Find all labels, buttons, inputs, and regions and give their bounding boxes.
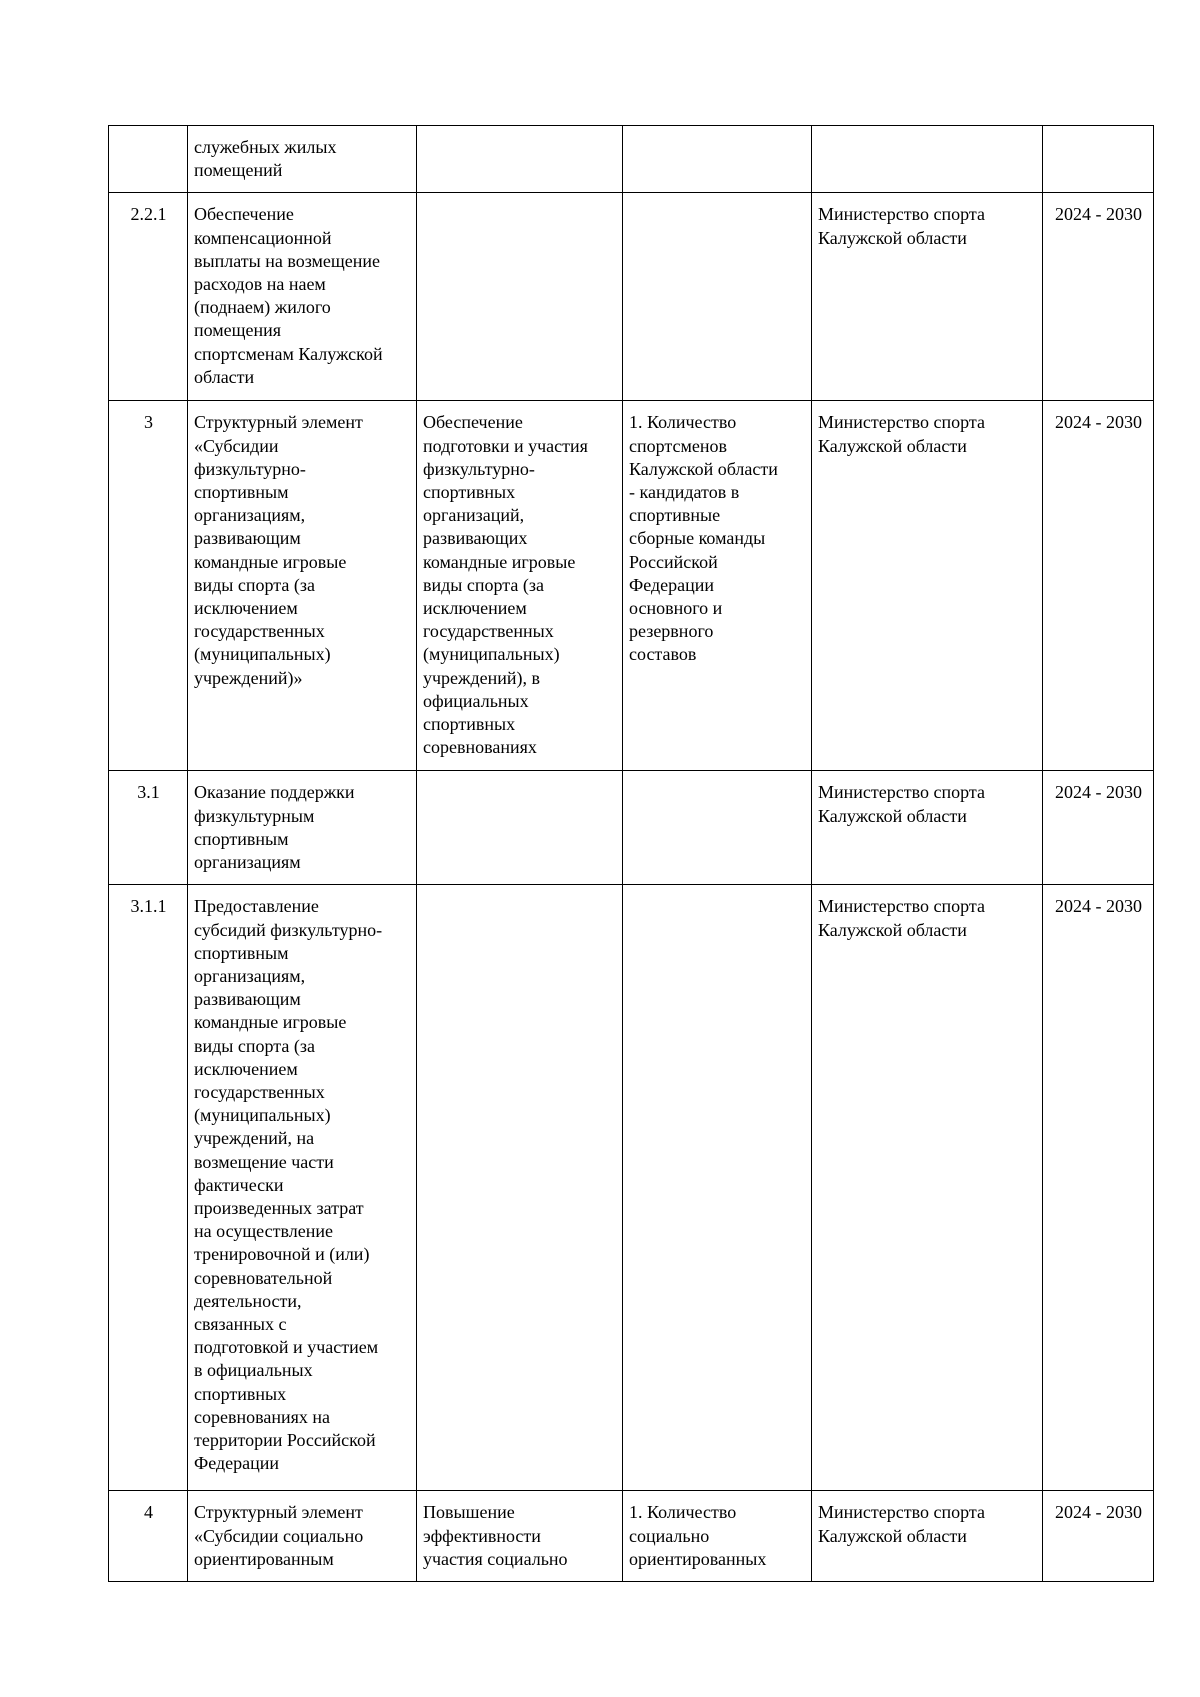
indicator-cell [623, 126, 812, 193]
element-name-cell: Структурный элемент «Субсидии социально ориентированным [188, 1491, 417, 1582]
table-row [109, 126, 1154, 193]
row-number: 3 [109, 401, 188, 771]
responsible-cell: Министерство спорта Калужской области [812, 1491, 1043, 1582]
table-row [109, 771, 1154, 885]
task-cell [417, 126, 623, 193]
responsible-cell [812, 126, 1043, 193]
task-cell: Повышение эффективности участия социально [417, 1491, 623, 1582]
row-number: 2.2.1 [109, 193, 188, 401]
element-name-cell: Предоставление субсидий физкультурно- спортивным организациям, развивающим командные игровые виды спорта (за исключением государственных (муниципальных) учреждений, на возмещение части фактически произведенных затрат на осуществление тренировочной и (или) соревновательной деятельности, связанных с подготовкой и участием в официальных спортивных соревнованиях на территории Российской Федерации [188, 885, 417, 1491]
table-row [109, 401, 1154, 771]
table-row [109, 1491, 1154, 1582]
program-table [108, 125, 1154, 1582]
indicator-cell [623, 193, 812, 401]
element-name-cell: Оказание поддержки физкультурным спортивным организациям [188, 771, 417, 885]
indicator-cell: 1. Количество социально ориентированных [623, 1491, 812, 1582]
term-cell: 2024 - 2030 [1043, 193, 1154, 401]
indicator-cell [623, 885, 812, 1491]
element-name-cell: служебных жилых помещений [188, 126, 417, 193]
row-number: 4 [109, 1491, 188, 1582]
row-number [109, 126, 188, 193]
task-cell [417, 193, 623, 401]
task-cell: Обеспечение подготовки и участия физкультурно- спортивных организаций, развивающих командные игровые виды спорта (за исключением государственных (муниципальных) учреждений), в официальных спортивных соревнованиях [417, 401, 623, 771]
responsible-cell: Министерство спорта Калужской области [812, 401, 1043, 771]
row-number: 3.1 [109, 771, 188, 885]
term-cell: 2024 - 2030 [1043, 401, 1154, 771]
responsible-cell: Министерство спорта Калужской области [812, 771, 1043, 885]
term-cell: 2024 - 2030 [1043, 1491, 1154, 1582]
responsible-cell: Министерство спорта Калужской области [812, 885, 1043, 1491]
element-name-cell: Обеспечение компенсационной выплаты на возмещение расходов на наем (поднаем) жилого помещения спортсменам Калужской области [188, 193, 417, 401]
indicator-cell [623, 771, 812, 885]
task-cell [417, 771, 623, 885]
task-cell [417, 885, 623, 1491]
table-row [109, 885, 1154, 1491]
element-name-cell: Структурный элемент «Субсидии физкультурно- спортивным организациям, развивающим командные игровые виды спорта (за исключением государственных (муниципальных) учреждений)» [188, 401, 417, 771]
term-cell: 2024 - 2030 [1043, 771, 1154, 885]
term-cell [1043, 126, 1154, 193]
responsible-cell: Министерство спорта Калужской области [812, 193, 1043, 401]
term-cell: 2024 - 2030 [1043, 885, 1154, 1491]
table-row [109, 193, 1154, 401]
row-number: 3.1.1 [109, 885, 188, 1491]
indicator-cell: 1. Количество спортсменов Калужской области - кандидатов в спортивные сборные команды Российской Федерации основного и резервного составов [623, 401, 812, 771]
